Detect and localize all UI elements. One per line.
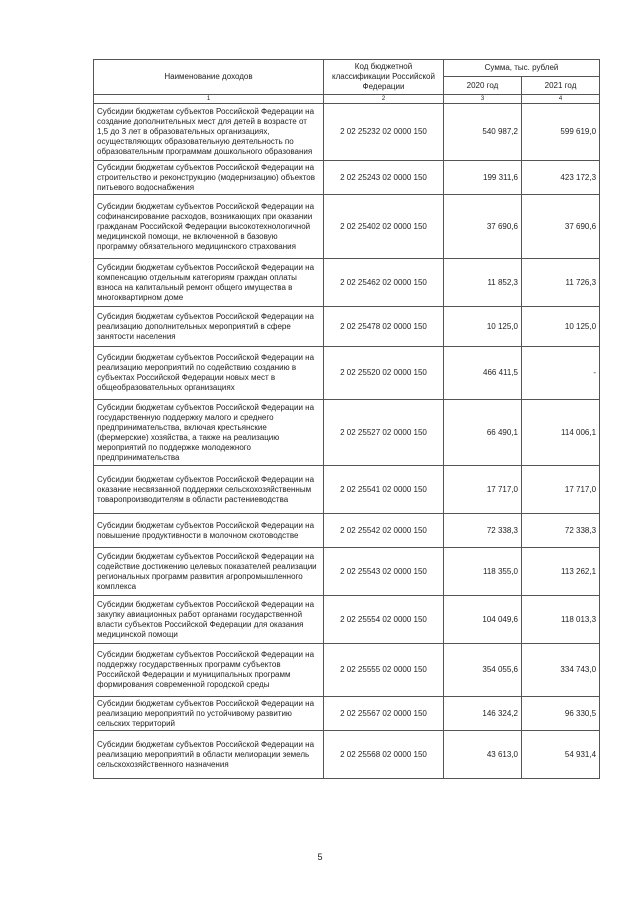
page-number: 5 <box>317 852 323 862</box>
table-row <box>94 466 600 514</box>
budget-code: 2 02 25543 02 0000 150 <box>324 548 444 596</box>
table-row <box>94 514 600 548</box>
table-row <box>94 195 600 259</box>
revenue-name <box>94 307 324 347</box>
table-row <box>94 161 600 195</box>
amount-2021: 113 262,1 <box>522 548 600 596</box>
revenue-name-text: Субсидии бюджетам субъектов Российской Федерации на создание дополнительных мест для детей в возрасте от 1,5 до 3 лет в образовательных организациях, осуществляющих образовательную деятельность по образовательным программам дошкольного образования <box>97 107 315 156</box>
table-body <box>94 104 600 779</box>
budget-code: 2 02 25555 02 0000 150 <box>324 644 444 697</box>
table-row <box>94 104 600 161</box>
revenue-name-text: Субсидии бюджетам субъектов Российской Федерации на софинансирование расходов, возникающих при оказании гражданам Российской Федерации высокотехнологичной медицинской помощи, не включенной в базовую программу обязательного медицинского страхования <box>97 201 315 251</box>
amount-2021: - <box>522 347 600 400</box>
revenue-name-text: Субсидии бюджетам субъектов Российской Федерации на закупку авиационных работ органами государственной власти субъектов Российской Федерации для оказания медицинской помощи <box>97 599 315 639</box>
amount-2020: 17 717,0 <box>444 466 522 514</box>
amount-2020: 11 852,3 <box>444 259 522 307</box>
budget-code: 2 02 25527 02 0000 150 <box>324 400 444 466</box>
table-row <box>94 644 600 697</box>
budget-code: 2 02 25567 02 0000 150 <box>324 697 444 731</box>
revenue-name-text: Субсидии бюджетам субъектов Российской Федерации на государственную поддержку малого и среднего предпринимательства, включая крестьянские (фермерские) хозяйства, а также на реализацию мероприятий по поддержке молодежного предпринимательства <box>97 402 315 462</box>
table-row <box>94 347 600 400</box>
budget-code: 2 02 25554 02 0000 150 <box>324 596 444 644</box>
header-name: Наименование доходов <box>94 60 324 95</box>
amount-2020: 72 338,3 <box>444 514 522 548</box>
amount-2020: 43 613,0 <box>444 731 522 779</box>
budget-code: 2 02 25402 02 0000 150 <box>324 195 444 259</box>
budget-code: 2 02 25541 02 0000 150 <box>324 466 444 514</box>
budget-code: 2 02 25478 02 0000 150 <box>324 307 444 347</box>
amount-2021: 72 338,3 <box>522 514 600 548</box>
revenue-name <box>94 195 324 259</box>
revenue-name-text: Субсидии бюджетам субъектов Российской Федерации на компенсацию отдельным категориям граждан оплаты взноса на капитальный ремонт общего имущества в многоквартирном доме <box>97 262 315 302</box>
amount-2020: 146 324,2 <box>444 697 522 731</box>
table-row <box>94 307 600 347</box>
amount-2020: 118 355,0 <box>444 548 522 596</box>
header-sum: Сумма, тыс. рублей <box>444 60 600 77</box>
table-row <box>94 259 600 307</box>
table-row <box>94 548 600 596</box>
column-number: 1 <box>94 95 324 104</box>
column-number: 3 <box>444 95 522 104</box>
budget-code: 2 02 25542 02 0000 150 <box>324 514 444 548</box>
column-number: 2 <box>324 95 444 104</box>
revenue-name-text: Субсидии бюджетам субъектов Российской Федерации на реализацию мероприятий по устойчивому развитию сельских территорий <box>97 698 315 728</box>
revenue-name <box>94 466 324 514</box>
amount-2021: 114 006,1 <box>522 400 600 466</box>
revenue-name <box>94 259 324 307</box>
header-code: Код бюджетной классификации Российской Федерации <box>324 60 444 95</box>
revenue-name <box>94 347 324 400</box>
revenue-name-text: Субсидии бюджетам субъектов Российской Федерации на оказание несвязанной поддержки сельскохозяйственным товаропроизводителям в области растениеводства <box>97 474 315 504</box>
amount-2020: 540 987,2 <box>444 104 522 161</box>
amount-2020: 466 411,5 <box>444 347 522 400</box>
revenue-name <box>94 104 324 161</box>
revenue-name-text: Субсидии бюджетам субъектов Российской Федерации на реализацию мероприятий по содействию созданию в субъектах Российской Федерации новых мест в общеобразовательных организациях <box>97 353 315 392</box>
amount-2020: 199 311,6 <box>444 161 522 195</box>
revenue-name <box>94 161 324 195</box>
column-number: 4 <box>522 95 600 104</box>
revenue-name <box>94 596 324 644</box>
revenue-name-text: Субсидии бюджетам субъектов Российской Федерации на содействие достижению целевых показателей реализации региональных программ развития агропромышленного комплекса <box>97 551 317 591</box>
table-row <box>94 400 600 466</box>
amount-2021: 54 931,4 <box>522 731 600 779</box>
amount-2021: 96 330,5 <box>522 697 600 731</box>
budget-code: 2 02 25568 02 0000 150 <box>324 731 444 779</box>
amount-2020: 104 049,6 <box>444 596 522 644</box>
amount-2020: 37 690,6 <box>444 195 522 259</box>
revenue-name-text: Субсидии бюджетам субъектов Российской Федерации на поддержку государственных программ субъектов Российской Федерации и муниципальных программ формирования современной городской среды <box>97 650 315 689</box>
revenue-table <box>93 59 600 779</box>
amount-2021: 11 726,3 <box>522 259 600 307</box>
amount-2021: 17 717,0 <box>522 466 600 514</box>
budget-code: 2 02 25520 02 0000 150 <box>324 347 444 400</box>
amount-2021: 118 013,3 <box>522 596 600 644</box>
budget-code: 2 02 25462 02 0000 150 <box>324 259 444 307</box>
revenue-name-text: Субсидия бюджетам субъектов Российской Федерации на реализацию дополнительных мероприятий в сфере занятости населения <box>97 311 314 341</box>
amount-2021: 423 172,3 <box>522 161 600 195</box>
budget-code: 2 02 25243 02 0000 150 <box>324 161 444 195</box>
amount-2021: 10 125,0 <box>522 307 600 347</box>
revenue-name <box>94 548 324 596</box>
revenue-name-text: Субсидии бюджетам субъектов Российской Федерации на строительство и реконструкцию (модернизацию) объектов питьевого водоснабжения <box>97 162 315 192</box>
table-row <box>94 731 600 779</box>
revenue-name-text: Субсидии бюджетам субъектов Российской Федерации на реализацию мероприятий в области мелиорации земель сельскохозяйственного назначения <box>97 739 315 769</box>
amount-2021: 334 743,0 <box>522 644 600 697</box>
amount-2020: 10 125,0 <box>444 307 522 347</box>
amount-2021: 599 619,0 <box>522 104 600 161</box>
amount-2020: 354 055,6 <box>444 644 522 697</box>
revenue-name <box>94 731 324 779</box>
header-2021: 2021 год <box>522 77 600 95</box>
revenue-name <box>94 644 324 697</box>
amount-2020: 66 490,1 <box>444 400 522 466</box>
revenue-name-text: Субсидии бюджетам субъектов Российской Федерации на повышение продуктивности в молочном скотоводстве <box>97 520 315 540</box>
revenue-name <box>94 514 324 548</box>
table-row <box>94 697 600 731</box>
table-row <box>94 596 600 644</box>
header-2020: 2020 год <box>444 77 522 95</box>
revenue-name <box>94 400 324 466</box>
revenue-name <box>94 697 324 731</box>
budget-code: 2 02 25232 02 0000 150 <box>324 104 444 161</box>
amount-2021: 37 690,6 <box>522 195 600 259</box>
